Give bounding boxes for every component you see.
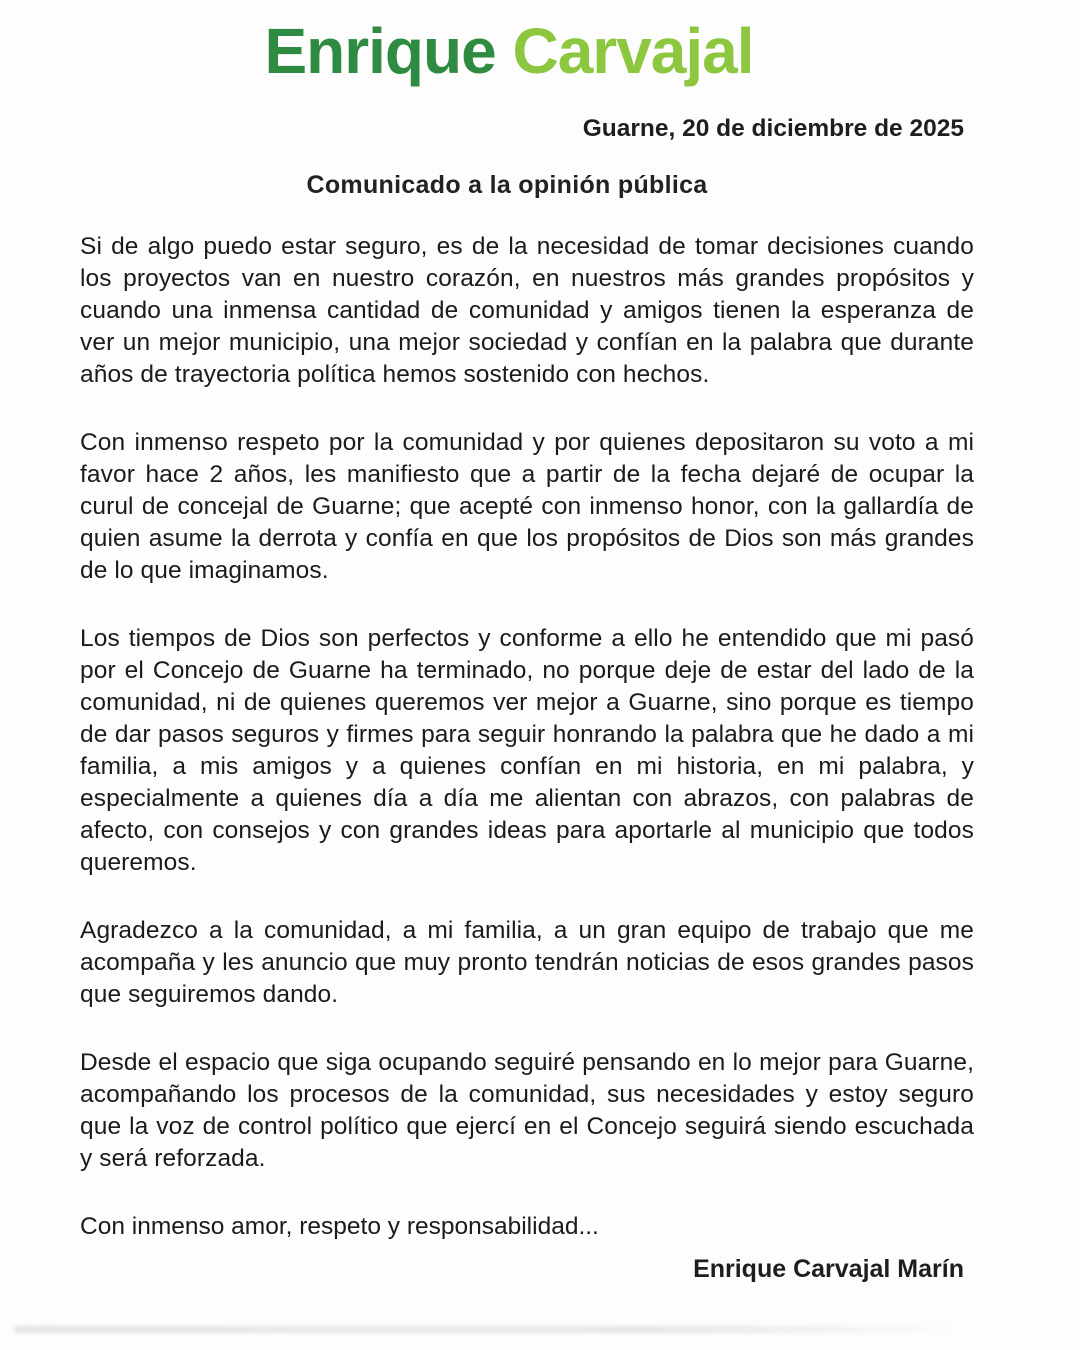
signature-name: Enrique Carvajal Marín bbox=[693, 1255, 964, 1284]
closing-line: Con inmenso amor, respeto y responsabilidad... bbox=[80, 1213, 599, 1241]
letter-body bbox=[80, 231, 974, 1175]
title-first-name: Enrique bbox=[264, 15, 496, 87]
document-heading: Comunicado a la opinión pública bbox=[306, 171, 708, 200]
page-title bbox=[62, 15, 956, 87]
paragraph-1: Si de algo puedo estar seguro, es de la necesidad de tomar decisiones cuando los proyectos van en nuestro corazón, en nuestros más grandes propósitos y cuando una inmensa cantidad de comunidad y amigos tienen la esperanza de ver un mejor municipio, una mejor sociedad y confían en la palabra que durante años de trayectoria política hemos sostenido con hechos. bbox=[80, 233, 974, 389]
dateline: Guarne, 20 de diciembre de 2025 bbox=[582, 115, 964, 143]
paragraph-2: Con inmenso respeto por la comunidad y por quienes depositaron su voto a mi favor hace 2 años, les manifiesto que a partir de la fecha dejaré de ocupar la curul de concejal de Guarne; que acepté con inmenso honor, con la gallardía de quien asume la derrota y confía en que los propósitos de Dios son más grandes de lo que imaginamos. bbox=[80, 429, 974, 585]
paragraph-5: Desde el espacio que siga ocupando seguiré pensando en lo mejor para Guarne, acompañando los procesos de la comunidad, sus necesidades y estoy seguro que la voz de control político que ejercí en el Concejo seguirá siendo escuchada y será reforzada. bbox=[80, 1049, 974, 1173]
paragraph-3: Los tiempos de Dios son perfectos y conforme a ello he entendido que mi pasó por el Concejo de Guarne ha terminado, no porque deje de estar del lado de la comunidad, ni de quienes queremos ver mejor a Guarne, sino porque es tiempo de dar pasos seguros y firmes para seguir honrando la palabra que he dado a mi familia, a mis amigos y a quienes confían en mi historia, en mi palabra, y especialmente a quienes día a día me alientan con abrazos, con palabras de afecto, con consejos y con grandes ideas para aportarle al municipio que todos queremos. bbox=[80, 625, 974, 877]
scan-artifact bbox=[14, 1326, 952, 1333]
paragraph-4: Agradezco a la comunidad, a mi familia, a un gran equipo de trabajo que me acompaña y les anuncio que muy pronto tendrán noticias de esos grandes pasos que seguiremos dando. bbox=[80, 917, 974, 1009]
title-last-name: Carvajal bbox=[512, 15, 754, 87]
